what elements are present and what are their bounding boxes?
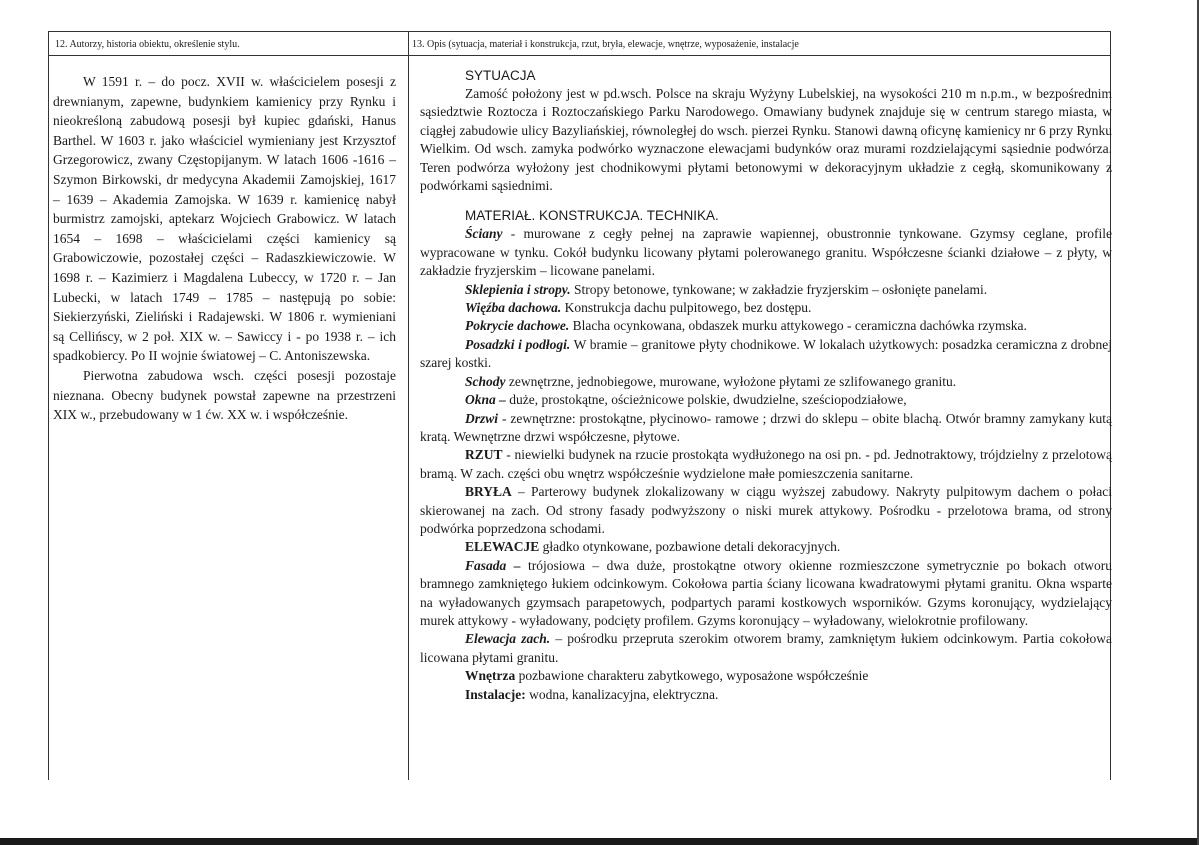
description-item-text: W bramie – granitowe płyty chodnikowe. W lokalach użytkowych: posadzka ceramiczna z drobnej szarej kostki. bbox=[420, 336, 1112, 371]
description-item bbox=[420, 410, 1112, 447]
description-item-text: wodna, kanalizacyjna, elektryczna. bbox=[525, 686, 719, 702]
description-item bbox=[420, 446, 1112, 483]
description-item-text: duże, prostokątne, ościeżnicowe polskie, dwudzielne, sześciopodziałowe, bbox=[509, 392, 907, 408]
description-item-text: - niewielki budynek na rzucie prostokąta wydłużonego na osi pn. - pd. Jednotraktowy, trójdzielny z przelotową bramą. W zach. części obu wnętrz współcześnie wydzielone małe pomieszczenia sanitarne. bbox=[420, 447, 1112, 481]
history-paragraph: Pierwotna zabudowa wsch. części posesji pozostaje nieznana. Obecny budynek powstał zapewne na przestrzeni XIX w., przebudowany w 1 ćw. XX w. i współcześnie. bbox=[53, 367, 396, 423]
description-item-text: - zewnętrzne: prostokątne, płycinowo- ramowe ; drzwi do sklepu – obite blachą. Otwór bramny zamykany kutą kratą. Wewnętrzne drzwi współczesne, płytowe. bbox=[420, 410, 1112, 444]
description-item-lead: Schody bbox=[465, 373, 506, 389]
description-item-text: - murowane z cegły pełnej na zaprawie wapiennej, obustronnie tynkowane. Gzymsy ceglane, profile wypracowane w tynku. Cokół budynku licowany płytami polerowanego granitu. Współczesne ścianki działowe – z płyty, w zakładzie fryzjerskim – licowane panelami. bbox=[420, 226, 1112, 279]
description-item bbox=[420, 686, 1112, 704]
description-item-lead: RZUT bbox=[465, 447, 503, 463]
page-frame-top bbox=[48, 31, 1111, 32]
description-item-text: zewnętrzne, jednobiegowe, murowane, wyłożone płytami ze szlifowanego granitu. bbox=[505, 373, 957, 389]
description-item-lead: Sklepienia i stropy. bbox=[465, 281, 571, 297]
section-13-header: 13. Opis (sytuacja, materiał i konstrukcja, rzut, bryła, elewacje, wnętrze, wyposażenie, instalacje bbox=[412, 39, 799, 50]
section-12-header: 12. Autorzy, historia obiektu, określenie stylu. bbox=[55, 39, 240, 50]
material-heading: MATERIAŁ. KONSTRUKCJA. TECHNIKA. bbox=[465, 208, 719, 224]
description-item-lead: Fasada – bbox=[465, 557, 521, 573]
description-item-lead: Posadzki i podłogi. bbox=[465, 336, 571, 352]
description-item-lead: Instalacje: bbox=[465, 686, 526, 702]
description-item-lead: Więźba dachowa. bbox=[465, 300, 562, 316]
description-item-lead: Okna – bbox=[465, 392, 510, 408]
description-item bbox=[420, 483, 1112, 538]
page-frame-left bbox=[48, 31, 49, 780]
description-item bbox=[420, 667, 1112, 685]
description-item-lead: Ściany bbox=[465, 226, 503, 242]
description-item bbox=[420, 630, 1112, 667]
description-item-text: Stropy betonowe, tynkowane; w zakładzie fryzjerskim – osłonięte panelami. bbox=[570, 281, 988, 297]
description-items bbox=[420, 225, 1112, 704]
description-item-lead: Pokrycie dachowe. bbox=[465, 318, 570, 334]
header-rule bbox=[48, 55, 1111, 56]
history-paragraph: W 1591 r. – do pocz. XVII w. właścicielem posesji z drewnianym, zapewne, budynkiem kamienicy przy Rynku i nieokreśloną zabudową posesji był kupiec gdański, Hanus Barthel. W 1603 r. jako właściciel wymieniany jest Krzysztof Grzegorowicz, zwany Częstopijanym. W latach 1606 -1616 – Szymon Birkowski, dr medycyna Akademii Zamojskiej, 1617 – 1639 – Akademia Zamojska. W 1639 r. kamienicę nabył burmistrz zamojski, aptekarz Wojciech Grabowicz. W latach 1654 – 1698 – właścicielami części kamienicy są Grabowiczowie, pozostałej części – Radaszkiewiczowie. W 1698 r. – Kazimierz i Magdalena Lubeccy, w 1720 r. – Jan Lubecki, w latach 1749 – 1785 – następują po sobie: Siekierzyński, Zieliński i Radajewski. W 1806 r. wymieniani są Cellińscy, w 2 poł. XIX w. – Sawiccy i - po 1938 r. – ich spadkobiercy. Po II wojnie światowej – C. Antoniszewska. bbox=[53, 74, 396, 364]
history-column bbox=[53, 72, 396, 425]
description-item-lead: Elewacja zach. bbox=[465, 631, 551, 647]
description-item-lead: Drzwi bbox=[465, 410, 499, 426]
scan-edge-bottom bbox=[0, 838, 1199, 845]
description-item bbox=[420, 373, 1112, 391]
description-item-lead: Wnętrza bbox=[465, 668, 516, 684]
description-item bbox=[420, 281, 1112, 299]
description-item-text: Konstrukcja dachu pulpitowego, bez dostępu. bbox=[561, 300, 812, 316]
description-item-text: – Parterowy budynek zlokalizowany w ciągu wyższej zabudowy. Nakryty pulpitowym dachem o połaci skierowanej na zach. Od strony fasady podwyższony o niski murek attykowy. Pośrodku - przelotowa brama, od strony podwórka poprzedzona schodami. bbox=[420, 484, 1112, 536]
description-item-text: gładko otynkowane, pozbawione detali dekoracyjnych. bbox=[539, 539, 841, 555]
description-item bbox=[420, 391, 1112, 409]
description-item bbox=[420, 538, 1112, 556]
description-item-text: trójosiowa – dwa duże, prostokątne otwory okienne rozmieszczone symetrycznie po bokach otworu bramnego zamkniętego łukiem odcinkowym. Cokołowa partia ściany licowana kwadratowymi płytami granitu. Okna wsparte na wyładowanych gzymsach parapetowych, podpartych parami kostkowych wsporników. Gzyms koronujący, wydzielający murek attykowy - wyładowany, podcięty profilem. Gzyms koronujący – wyładowany, wielokrotnie profilowany. bbox=[420, 557, 1112, 628]
description-item bbox=[420, 299, 1112, 317]
description-item bbox=[420, 317, 1112, 335]
column-divider bbox=[408, 31, 409, 780]
description-column bbox=[420, 66, 1112, 704]
description-item-text: Blacha ocynkowana, obdaszek murku attykowego - ceramiczna dachówka rzymska. bbox=[569, 318, 1027, 334]
situation-paragraph: Zamość położony jest w pd.wsch. Polsce na skraju Wyżyny Lubelskiej, na wysokości 210 m n.p.m., w bezpośrednim sąsiedztwie Roztocza i Roztoczańskiego Parku Narodowego. Omawiany budynek znajduje się w centrum starego miasta, w ciągłej zabudowie ulicy Bazyliańskiej, równoległej do wsch. pierzei Rynku. Stanowi dawną oficynę kamienicy nr 6 przy Rynku Wielkim. Od wsch. zamyka podwórko wyznaczone elewacjami budynków oraz murami rozdzielającymi sąsiednie podwórza. Teren podwórza wyłożony jest chodnikowymi płytami betonowymi w dekoracyjnym układzie z cegłą, skomunikowany z podwórkami sąsiednimi. bbox=[420, 86, 1112, 194]
description-item bbox=[420, 336, 1112, 373]
description-item-text: – pośrodku przepruta szerokim otworem bramy, zamkniętym łukiem odcinkowym. Partia cokołowa licowana płytami granitu. bbox=[420, 631, 1112, 665]
description-item bbox=[420, 225, 1112, 280]
description-item-lead: ELEWACJE bbox=[465, 539, 540, 555]
description-item bbox=[420, 557, 1112, 631]
description-item-text: pozbawione charakteru zabytkowego, wyposażone współcześnie bbox=[515, 668, 869, 684]
description-item-lead: BRYŁA bbox=[465, 484, 512, 500]
situation-heading: SYTUACJA bbox=[465, 68, 536, 83]
